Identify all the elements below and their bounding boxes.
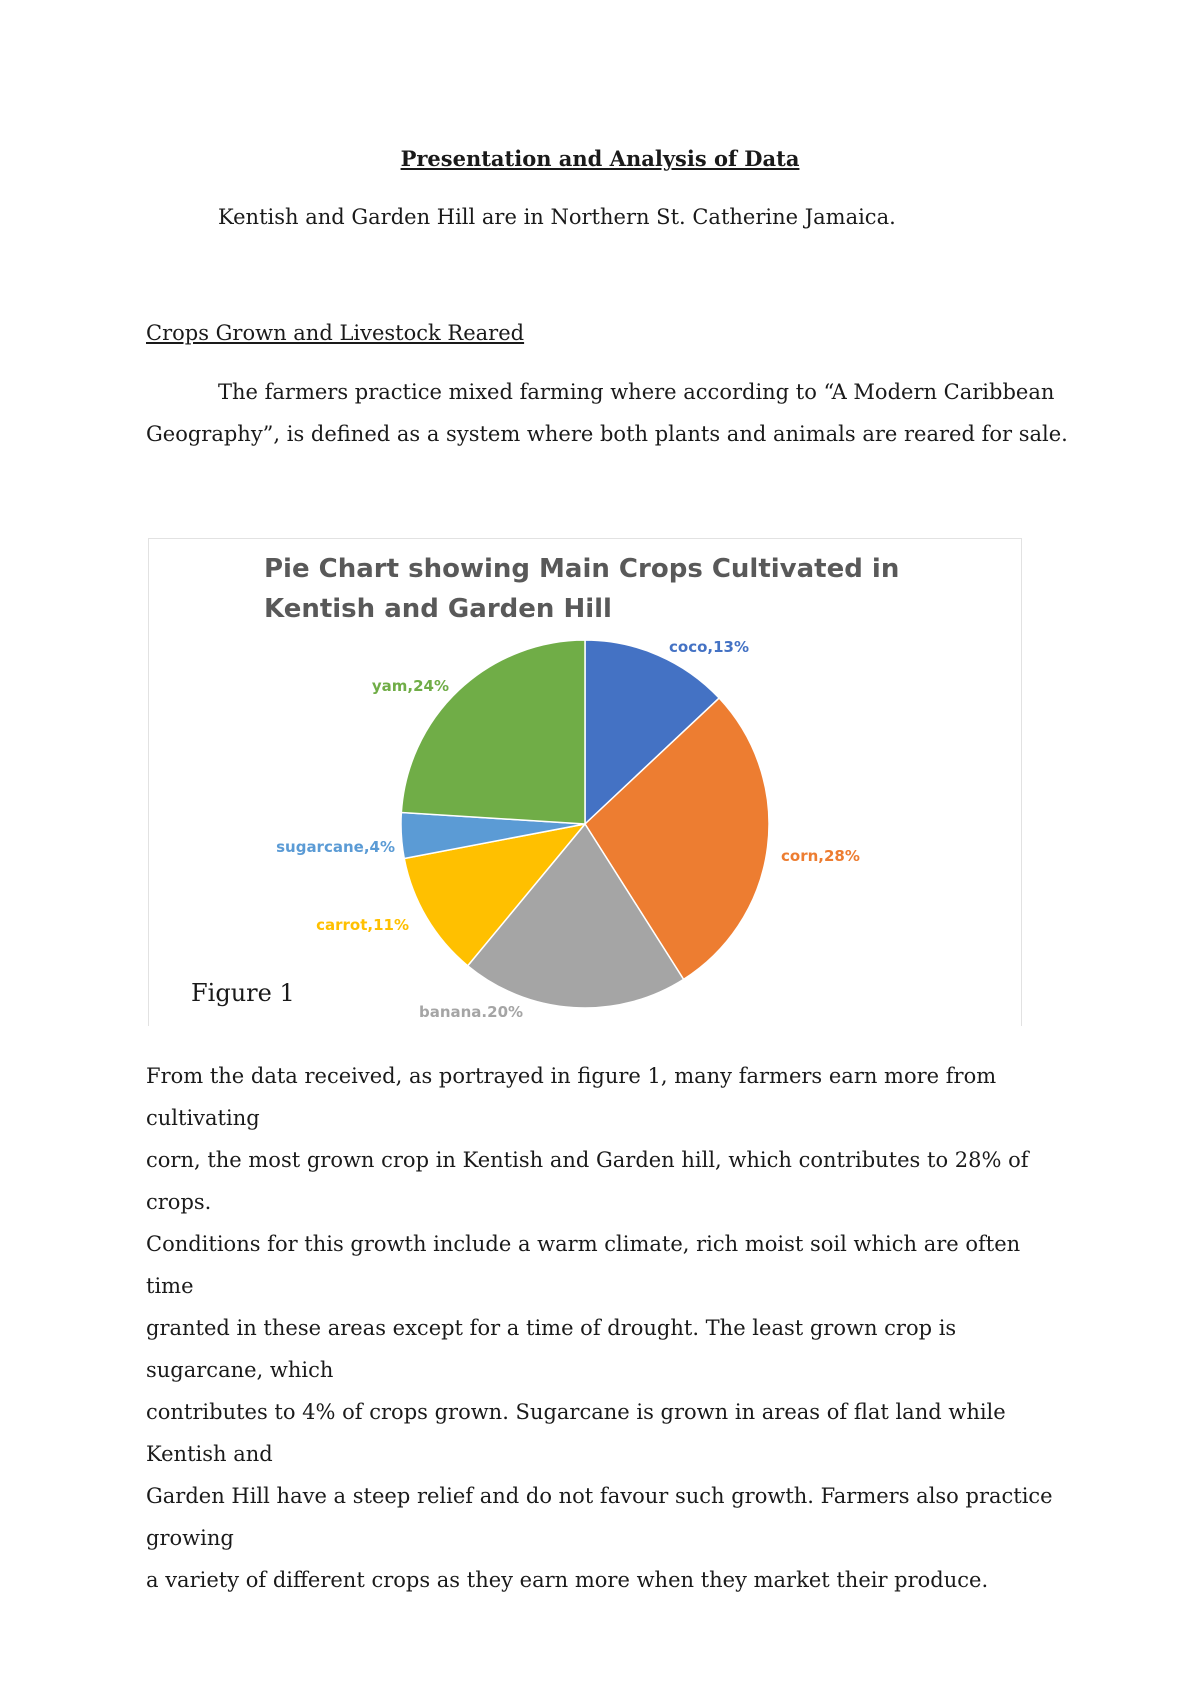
pie-label-corn: corn,28% bbox=[781, 847, 860, 865]
paragraph-2 bbox=[146, 1055, 1066, 1601]
pie-label-sugarcane: sugarcane,4% bbox=[276, 838, 395, 856]
page-title: Presentation and Analysis of Data bbox=[400, 146, 800, 171]
pie-slice-yam bbox=[401, 640, 585, 824]
paragraph-1-line-1: The farmers practice mixed farming where according to “A Modern Caribbean bbox=[218, 380, 1055, 404]
pie-label-banana: banana.20% bbox=[418, 1003, 524, 1021]
intro-text: Kentish and Garden Hill are in Northern St. Catherine Jamaica. bbox=[218, 205, 896, 229]
pie-chart-figure bbox=[148, 538, 1022, 1026]
paragraph-2-line: corn, the most grown crop in Kentish and Garden hill, which contributes to 28% of crops. bbox=[146, 1148, 1029, 1214]
paragraph-2-line: Garden Hill have a steep relief and do not favour such growth. Farmers also practice growing bbox=[146, 1484, 1053, 1550]
paragraph-2-line: contributes to 4% of crops grown. Sugarcane is grown in areas of flat land while Kentish and bbox=[146, 1400, 1006, 1466]
section-heading: Crops Grown and Livestock Reared bbox=[146, 321, 525, 345]
chart-title: Pie Chart showing Main Crops Cultivated in Kentish and Garden Hill bbox=[264, 554, 900, 624]
paragraph-2-line: granted in these areas except for a time of drought. The least grown crop is sugarcane, which bbox=[146, 1316, 957, 1382]
pie-chart bbox=[149, 539, 1021, 1026]
figure-caption: Figure 1 bbox=[191, 979, 295, 1007]
paragraph-2-line: From the data received, as portrayed in figure 1, many farmers earn more from cultivating bbox=[146, 1064, 997, 1130]
pie-label-coco: coco,13% bbox=[669, 638, 749, 656]
paragraph-2-line: Conditions for this growth include a warm climate, rich moist soil which are often time bbox=[146, 1232, 1021, 1298]
pie-label-carrot: carrot,11% bbox=[316, 916, 409, 934]
paragraph-2-line: a variety of different crops as they earn more when they market their produce. bbox=[146, 1568, 989, 1592]
pie-label-yam: yam,24% bbox=[371, 677, 449, 695]
paragraph-1-line-2: Geography”, is defined as a system where both plants and animals are reared for sale. bbox=[146, 422, 1068, 446]
